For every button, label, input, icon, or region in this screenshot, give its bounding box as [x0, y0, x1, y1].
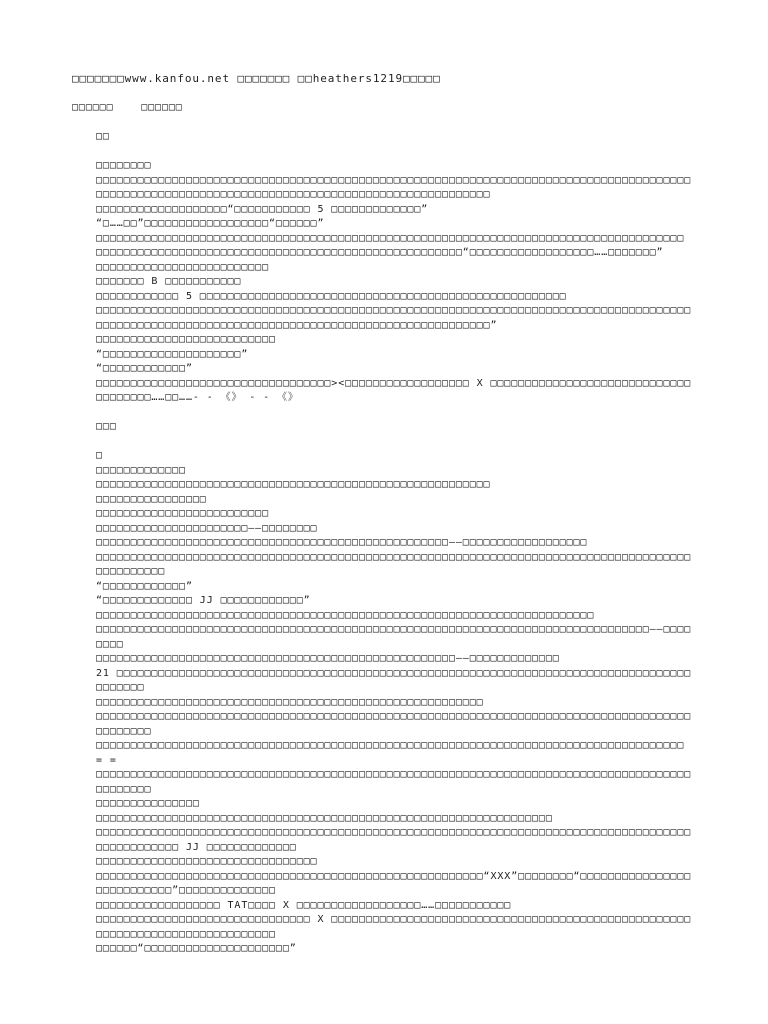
paragraph: □□□□□□□□□□□□□□□□□□□□□□□□□□□□□□□□□□□□□□□□□□□□□□□□□□□□□□□□“XXX”□□□□□□□□“□□□□□□□□□□□□□□□□□□□□□□□□□□□”□□□□□□□□□□□□□□ — [96, 870, 692, 896]
paragraph: □□□□□□□□□□□□□□□ — [96, 798, 200, 809]
paragraph: □□□□□□□□ — [96, 160, 152, 171]
paragraph: □□□□□□□□□□□□□□□□□□□□□□□□□□□□□□□□□□□□□□□□□□□□□□□□□□□□□“□□□□□□□□□□□□□□□□□□……□□□□□□□” — [96, 247, 664, 258]
paragraph: □□□□□□□□□□□□□□□□□□□□□□□□□□□□□□□□ — [96, 856, 318, 867]
chapter-heading: □□□ — [96, 421, 117, 432]
paragraph: 21 □□□□□□□□□□□□□□□□□□□□□□□□□□□□□□□□□□□□□□□□□□□□□□□□□□□□□□□□□□□□□□□□□□□□□□□□□□□□□□□□□□□□□□□□□□ — [96, 667, 692, 693]
spacer — [72, 435, 698, 450]
paragraph: □□□□□□□□□□□□□□□□□□ TAT□□□□ X □□□□□□□□□□□□□□□□□□……□□□□□□□□□□□ — [96, 899, 512, 911]
paragraph: □□□□□□□□□□□□□□□□□□□□□□□□□□□□□□□□□□□□□□□□□□□□□□□□□□□□□□□□□ — [96, 479, 491, 490]
paragraph: □□□□□□□□□□□□□□□□□□□□□□□□□□□□□□□□□□□□□□□□□□□□□□□□□□□□——□□□□□□□□□□□□□ — [96, 653, 560, 664]
paragraph: □□□□□□□□□□□□□□□□□□□□□□——□□□□□□□□ — [96, 522, 318, 534]
paragraph: “□□□□□□□□□□□□” — [96, 363, 193, 374]
paragraph: □□□□□□□□□□□□□□□□ — [96, 493, 207, 505]
paragraph: □□□□□□□□□□□□□ — [96, 464, 186, 476]
paragraph: □□□□□□□□□□□□□□□□□□□□□□□□□□□□□□□□□□□□□□□□□□□□□□□□□□□□□□□□□□□□□□□□□□□□□□□□□□□□□□□□□□□□□□□□□□□□□□□□ — [96, 551, 692, 577]
paragraph: □□□□□□□□□□□□□□□□□□□□□□□□□□□□□□□□□□□□□□□□□□□□□□□□□□□□□□□□□□□□□□□□□□□□□□□□□□□□□□□□□□□□□□□□□□□□□□□□□□□□□□□□□□□□□□□□□□□□□□□□□□□□□□□□□□□□□□□□□□□□□□□ — [96, 174, 692, 200]
paragraph: □□□□□□□□□□□□□□□□□□□□□□□□□□□□□□□ X □□□□□□□□□□□□□□□□□□□□□□□□□□□□□□□□□□□□□□□□□□□□□□□□□□□□□□□□□□□□□□□□□□□□□□□□□□□□□□ — [96, 914, 692, 940]
paragraph: □□□□□□“□□□□□□□□□□□□□□□□□□□□□” — [96, 943, 297, 954]
paragraph: □□□□□□□ B □□□□□□□□□□□ — [96, 276, 242, 287]
paragraph: □□□□□□□□□□□□□□□□□□□□□□□□□□□□□□□□□□□□□□□□□□□□□□□□□□□□□□□□□□□□□□□□□□□□□□□□□□□□□□□□□□□□□ — [96, 232, 685, 244]
spacer — [72, 87, 698, 102]
paragraph: □□□□□□□□□□□□□□□□□□□□□□□□□□□□□□□□□□□□□□□□□□□□□□□□□□□□□□□□□□□□□□□□□□□□□□□□□□□□□□□□□□□□□□□□□□□□□□□□□□□□□□□□□□□□□□□□□□□□□□□□□□□□□□□□□□□□□□□□□□□□□□□” — [96, 305, 692, 331]
paragraph: □□□□□□□□□□□□□□□□□□□□□□□□□ — [96, 508, 270, 519]
paragraph: □□□□□□□□□□□□□□□□□□□□□□□□□□□□□□□□□□□□□□□□□□□□□□□□□□□□□□□□□□□□□□□□□□□□□□□□□□□□□□□□□□□□□□□□□□□□□□ — [96, 711, 692, 737]
paragraph: □□□□□□□□□□□□□□□□□□□□□□□□□□ — [96, 334, 276, 345]
chapter-heading: □□ — [96, 131, 110, 142]
source-header: □□□□□□□www.kanfou.net □□□□□□□ □□heathers1219□□□□□ — [72, 72, 441, 85]
paragraph: □□□□□□□□□□□□□□□□□□□□□□□□□□□□□□□□□□□□□□□□□□□□□□□□□□□——□□□□□□□□□□□□□□□□□□ — [96, 537, 588, 548]
paragraph: “□□□□□□□□□□□□” — [96, 580, 193, 592]
document-page — [72, 72, 698, 957]
paragraph: “□□□□□□□□□□□□□□□□□□□□” — [96, 348, 249, 360]
paragraph: □□□□□□□□□□□□□□□□□□□□□□□□□□□□□□□□□□□□□□□□□□□□□□□□□□□□□□□□□□□□□□□□□□□□□□□□ — [96, 609, 595, 621]
paragraph: □□□□□□□□□□□□□□□□□□□□□□□□□ — [96, 261, 270, 273]
section-marker: □ — [96, 450, 103, 461]
spacer — [72, 145, 698, 160]
paragraph: □□□□□□□□□□□□ 5 □□□□□□□□□□□□□□□□□□□□□□□□□□□□□□□□□□□□□□□□□□□□□□□□□□□□□ — [96, 290, 567, 302]
paragraph: □□□□□□□□□□□□□□□□□□□□□□□□□□□□□□□□□□><□□□□□□□□□□□□□□□□□□ X □□□□□□□□□□□□□□□□□□□□□□□□□□□□□□□□□□□□□……□□……- - 《》 - - 《》 — [96, 377, 692, 403]
chapter-body — [72, 159, 698, 406]
paragraph: □□□□□□□□□□□□□□□□□□□□□□□□□□□□□□□□□□□□□□□□□□□□□□□□□□□□□□□□□□□□□□□□□□ — [96, 812, 553, 824]
document-title: □□□□□□ □□□□□□ — [72, 102, 183, 113]
paragraph: □□□□□□□□□□□□□□□□□□□“□□□□□□□□□□□ 5 □□□□□□□□□□□□□” — [96, 203, 429, 215]
spacer — [72, 406, 698, 421]
paragraph: □□□□□□□□□□□□□□□□□□□□□□□□□□□□□□□□□□□□□□□□□□□□□□□□□□□□□□□□□□□□□□□□□□□□□□□□□□□□□□□□□□□□□ = = — [96, 740, 692, 766]
paragraph: □□□□□□□□□□□□□□□□□□□□□□□□□□□□□□□□□□□□□□□□□□□□□□□□□□□□□□□□□□□□□□□□□□□□□□□□□□□□□□□□□□□□□□□□□□□□□□ — [96, 769, 692, 795]
paragraph: “□□□□□□□□□□□□□ JJ □□□□□□□□□□□□” — [96, 595, 311, 606]
chapter-body — [72, 464, 698, 957]
paragraph: □□□□□□□□□□□□□□□□□□□□□□□□□□□□□□□□□□□□□□□□□□□□□□□□□□□□□□□□□□□□□□□□□□□□□□□□□□□□□□□□□□□□□□□□□□□□□□□□□□ JJ □□□□□□□□□□□□□ — [96, 827, 692, 853]
paragraph: □□□□□□□□□□□□□□□□□□□□□□□□□□□□□□□□□□□□□□□□□□□□□□□□□□□□□□□□□□□□□□□□□□□□□□□□□□□□□□□□——□□□□□□□□ — [96, 624, 692, 650]
paragraph: □□□□□□□□□□□□□□□□□□□□□□□□□□□□□□□□□□□□□□□□□□□□□□□□□□□□□□□□ — [96, 696, 484, 708]
spacer — [72, 116, 698, 131]
paragraph: “□……□□”□□□□□□□□□□□□□□□□□□“□□□□□□” — [96, 218, 325, 229]
